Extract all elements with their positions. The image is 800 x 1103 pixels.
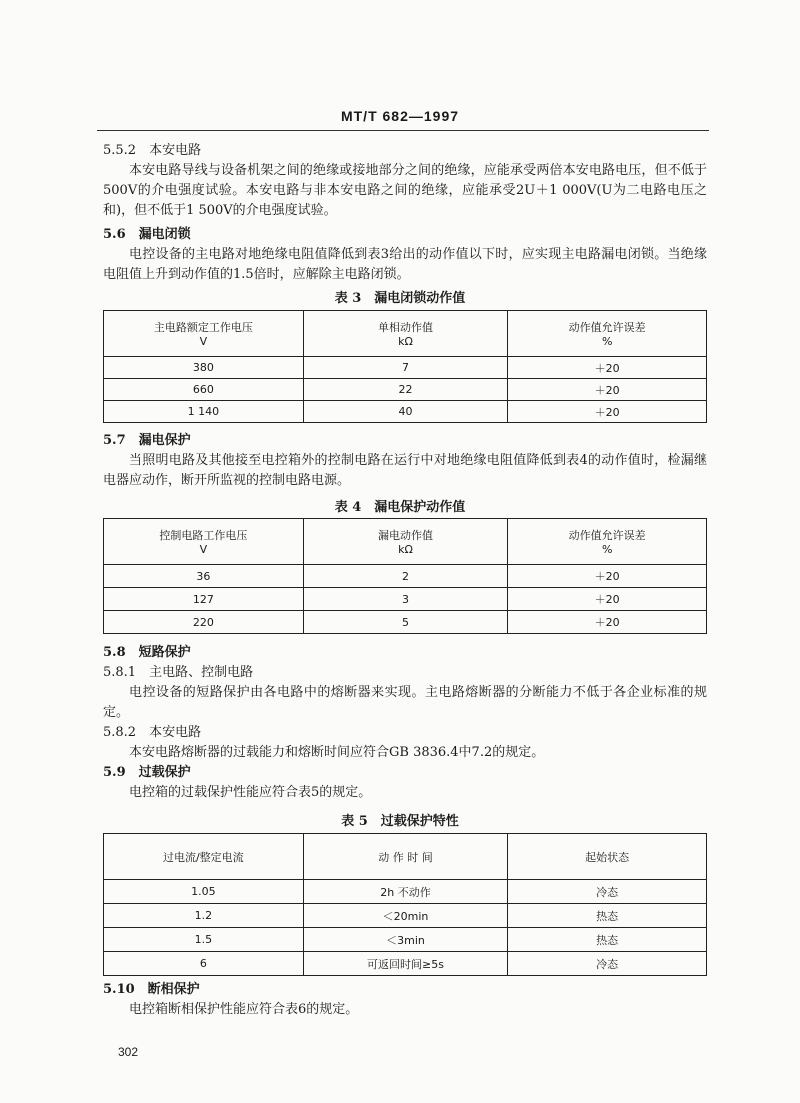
table-row bbox=[104, 401, 707, 423]
section-paragraph: 本安电路导线与设备机架之间的绝缘或接地部分之间的绝缘，应能承受两倍本安电路电压，但不低于500V的介电强度试验。本安电路与非本安电路之间的绝缘，应能承受2U＋1 000V(U为二电路电压之和)，但不低于1 500V的介电强度试验。 bbox=[103, 163, 707, 218]
section-5-8 bbox=[103, 643, 707, 803]
table-cell: 热态 bbox=[508, 928, 707, 952]
section-paragraph: 电控设备的主电路对地绝缘电阻值降低到表3给出的动作值以下时，应实现主电路漏电闭锁。当绝缘电阻值上升到动作值的1.5倍时，应解除主电路闭锁。 bbox=[103, 247, 707, 282]
table-header-cell: 起始状态 bbox=[508, 834, 707, 880]
section-5-7 bbox=[103, 431, 707, 491]
table-cell: 2h 不动作 bbox=[303, 880, 508, 904]
table-cell: ＋20 bbox=[508, 611, 707, 634]
table-cell: 3 bbox=[303, 588, 508, 611]
table-cell: 2 bbox=[303, 565, 508, 588]
table-header-row bbox=[104, 834, 707, 880]
table3-caption: 表 3 漏电闭锁动作值 bbox=[334, 291, 466, 306]
section-paragraph: 电控箱的过载保护性能应符合表5的规定。 bbox=[129, 785, 372, 800]
table-cell: 可返回时间≥5s bbox=[303, 952, 508, 976]
table-header-cell: 单相动作值 kΩ bbox=[303, 311, 508, 357]
table-header-row bbox=[104, 519, 707, 565]
table-row bbox=[104, 928, 707, 952]
table-header-cell: 动作值允许误差 % bbox=[508, 519, 707, 565]
section-heading: 5.8 短路保护 bbox=[103, 645, 191, 660]
table-cell: 127 bbox=[104, 588, 304, 611]
table-row bbox=[104, 952, 707, 976]
section-paragraph: 当照明电路及其他接至电控箱外的控制电路在运行中对地绝缘电阻值降低到表4的动作值时，检漏继电器应动作，断开所监视的控制电路电源。 bbox=[103, 453, 707, 488]
table-row bbox=[104, 588, 707, 611]
table4 bbox=[103, 518, 707, 634]
table-cell: 40 bbox=[303, 401, 508, 423]
table-header-cell: 动 作 时 间 bbox=[303, 834, 508, 880]
table-header-cell: 动作值允许误差 % bbox=[508, 311, 707, 357]
table3 bbox=[103, 310, 707, 423]
table-cell: ＜20min bbox=[303, 904, 508, 928]
table-header-cell: 主电路额定工作电压 V bbox=[104, 311, 304, 357]
section-paragraph: 电控设备的短路保护由各电路中的熔断器来实现。主电路熔断器的分断能力不低于各企业标准的规定。 bbox=[103, 685, 707, 720]
table-row bbox=[104, 904, 707, 928]
table-cell: 1.5 bbox=[104, 928, 304, 952]
table-cell: 660 bbox=[104, 379, 304, 401]
section-5-5-2 bbox=[103, 141, 707, 221]
table-row bbox=[104, 565, 707, 588]
section-heading: 5.5.2 本安电路 bbox=[103, 143, 202, 158]
section-heading: 5.8.2 本安电路 bbox=[103, 725, 202, 740]
table-cell: ＋20 bbox=[508, 379, 707, 401]
table-row bbox=[104, 379, 707, 401]
table-header-row bbox=[104, 311, 707, 357]
table-cell: 7 bbox=[303, 357, 508, 379]
table-cell: 1.2 bbox=[104, 904, 304, 928]
table-cell: ＋20 bbox=[508, 588, 707, 611]
section-paragraph: 电控箱断相保护性能应符合表6的规定。 bbox=[129, 1002, 359, 1017]
table-cell: 1 140 bbox=[104, 401, 304, 423]
section-heading: 5.9 过载保护 bbox=[103, 765, 191, 780]
document-header: MT/T 682—1997 bbox=[340, 108, 460, 124]
table5-caption: 表 5 过载保护特性 bbox=[341, 814, 459, 829]
section-heading: 5.8.1 主电路、控制电路 bbox=[103, 665, 254, 680]
table-cell: 6 bbox=[104, 952, 304, 976]
section-heading: 5.6 漏电闭锁 bbox=[103, 227, 191, 242]
table-row bbox=[104, 357, 707, 379]
table4-caption: 表 4 漏电保护动作值 bbox=[334, 500, 466, 515]
table-row bbox=[104, 880, 707, 904]
table-cell: 5 bbox=[303, 611, 508, 634]
section-heading: 5.7 漏电保护 bbox=[103, 433, 191, 448]
section-heading: 5.10 断相保护 bbox=[103, 982, 200, 997]
table-cell: ＋20 bbox=[508, 565, 707, 588]
table-row bbox=[104, 611, 707, 634]
page-number: 302 bbox=[118, 1045, 139, 1059]
table-header-cell: 漏电动作值 kΩ bbox=[303, 519, 508, 565]
section-5-10 bbox=[103, 980, 707, 1020]
table-cell: 22 bbox=[303, 379, 508, 401]
table5 bbox=[103, 833, 707, 976]
table-cell: 冷态 bbox=[508, 952, 707, 976]
table-cell: ＋20 bbox=[508, 401, 707, 423]
section-5-6 bbox=[103, 225, 707, 285]
table-cell: 冷态 bbox=[508, 880, 707, 904]
table-cell: 36 bbox=[104, 565, 304, 588]
table-cell: 1.05 bbox=[104, 880, 304, 904]
table-cell: 220 bbox=[104, 611, 304, 634]
table-cell: 热态 bbox=[508, 904, 707, 928]
header-rule bbox=[97, 130, 709, 131]
table-cell: 380 bbox=[104, 357, 304, 379]
table-header-cell: 过电流/整定电流 bbox=[104, 834, 304, 880]
table-cell: ＋20 bbox=[508, 357, 707, 379]
table-cell: ＜3min bbox=[303, 928, 508, 952]
section-paragraph: 本安电路熔断器的过载能力和熔断时间应符合GB 3836.4中7.2的规定。 bbox=[129, 745, 545, 760]
table-header-cell: 控制电路工作电压 V bbox=[104, 519, 304, 565]
